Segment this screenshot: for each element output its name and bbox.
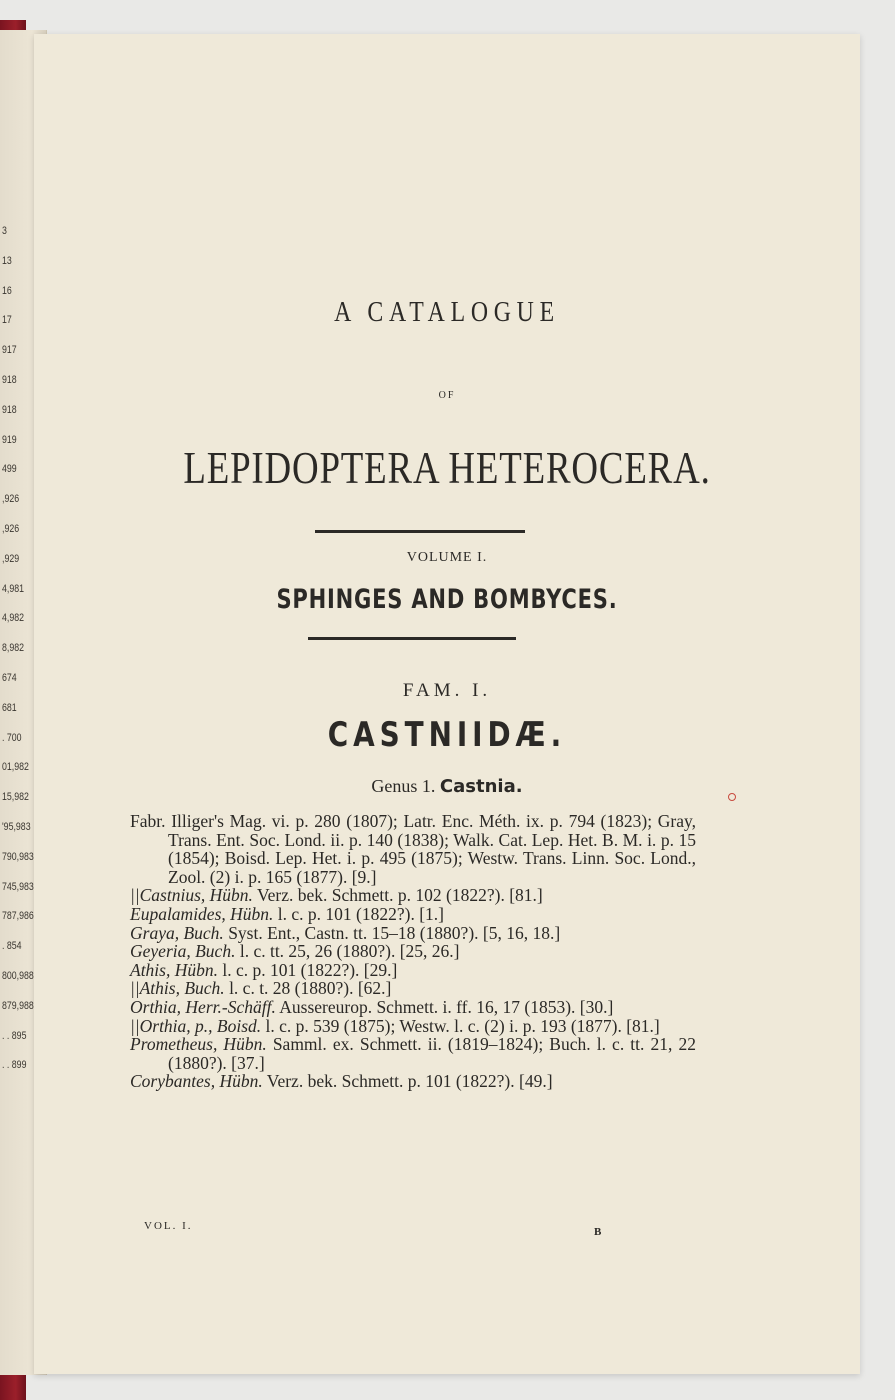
margin-index-number: . 854 [2,940,22,953]
synonym-list [130,812,696,1091]
citation-text: l. c. t. 28 (1880?). [62.] [229,978,392,999]
margin-index-number: 4,982 [2,612,25,625]
synonym-entry [130,812,696,886]
synonym-entry [130,905,696,924]
margin-index-number: 790,983 [2,850,34,863]
citation-text: Verz. bek. Schmett. p. 102 (1822?). [81.] [256,885,543,906]
margin-index-number: 4,981 [2,582,25,595]
margin-index-number: 787,986 [2,910,34,923]
synonym-entry [130,1017,696,1036]
margin-index-number: . . 899 [2,1059,27,1072]
citation-text: Fabr. Illiger's Mag. vi. p. 280 (1807); Latr. Enc. Méth. ix. p. 794 (1823); Gray, Trans. Ent. Soc. Lond. ii. p. 140 (1838); Walk. Cat. Lep. Het. B. M. i. p. 15 (1854); Boisd. Lep. Het. i. p. 495 (1875); Westw. Trans. Linn. Soc. Lond., Zool. (2) i. p. 165 (1877). [9.] [130,811,696,887]
margin-index-number: 879,988 [2,999,34,1012]
margin-index-number: 800,988 [2,970,34,982]
margin-index-number: 745,983 [2,880,34,893]
citation-text: l. c. tt. 25, 26 (1880?). [25, 26.] [239,941,460,962]
synonym-entry [130,1035,696,1072]
margin-index-number: 919 [2,433,17,446]
margin-index-number: ,926 [2,493,20,506]
genus-heading [34,776,860,797]
volume-subtitle: SPHINGES AND BOMBYCES. [276,584,618,615]
margin-index-number: 01,982 [2,761,29,774]
margin-index-number: ,926 [2,523,20,535]
margin-index-number: 15,982 [2,791,29,804]
genus-name: Castnia. [439,776,523,797]
signature-mark: B [594,1226,602,1238]
volume-label: VOLUME I. [406,550,488,565]
margin-index-number: . . 895 [2,1029,27,1042]
margin-index-number: 918 [2,374,17,386]
margin-index-number: '95,983 [2,821,31,833]
divider-rule [315,530,525,533]
margin-index-number: 918 [2,403,17,416]
citation-text: Verz. bek. Schmett. p. 101 (1822?). [49.] [266,1071,553,1092]
citation-text: Samml. ex. Schmett. ii. (1819–1824); Buch. l. c. tt. 21, 22 (1880?). [37.] [168,1034,696,1073]
family-label: FAM. I. [402,680,492,701]
citation-text: Syst. Ent., Castn. tt. 15–18 (1880?). [5, 16, 18.] [228,922,561,943]
margin-index-number: 16 [2,284,12,297]
taxon-name: ||Athis, Buch. [130,978,225,999]
margin-index-number: 917 [2,344,17,357]
red-circle-mark [728,793,736,801]
taxon-name: Graya, Buch. [130,922,224,943]
taxon-name: Athis, Hübn. [130,959,218,980]
taxon-name: Prometheus, Hübn. [130,1034,267,1055]
of-word: OF [438,390,456,401]
synonym-entry [130,961,696,980]
margin-index-number: 674 [2,672,17,684]
citation-text: Aussereurop. Schmett. i. ff. 16, 17 (1853). [30.] [279,996,614,1017]
margin-index-number: . 700 [2,731,22,744]
footer-volume: VOL. I. [144,1220,193,1232]
synonym-entry [130,979,696,998]
margin-index-number: 499 [2,463,17,476]
margin-index-number: 8,982 [2,642,25,655]
taxon-name: Corybantes, Hübn. [130,1071,263,1092]
synonym-entry [130,1072,696,1091]
divider-rule [308,637,516,640]
synonym-entry [130,924,696,943]
taxon-name: ||Castnius, Hübn. [130,885,253,906]
taxon-name: Geyeria, Buch. [130,941,236,962]
citation-text: l. c. p. 101 (1822?). [29.] [222,959,398,980]
taxon-name: Eupalamides, Hübn. [130,903,274,924]
citation-text: l. c. p. 539 (1875); Westw. l. c. (2) i. p. 193 (1877). [81.] [265,1015,660,1036]
margin-index-number: 13 [2,254,12,267]
taxon-name: Orthia, Herr.-Schäff. [130,996,276,1017]
margin-index-number: 3 [2,225,7,237]
margin-index-number: 681 [2,701,17,714]
citation-text: l. c. p. 101 (1822?). [1.] [277,903,444,924]
genus-label: Genus 1. [371,776,436,796]
book-page [34,34,860,1374]
synonym-entry [130,886,696,905]
synonym-entry [130,942,696,961]
family-name: CASTNIIDÆ. [327,715,567,755]
main-title: LEPIDOPTERA HETEROCERA. [183,443,711,493]
synonym-entry [130,998,696,1017]
taxon-name: ||Orthia, p., Boisd. [130,1015,262,1036]
catalogue-heading: A CATALOGUE [334,296,560,328]
margin-index-number: ,929 [2,552,20,565]
margin-index-number: 17 [2,314,12,327]
